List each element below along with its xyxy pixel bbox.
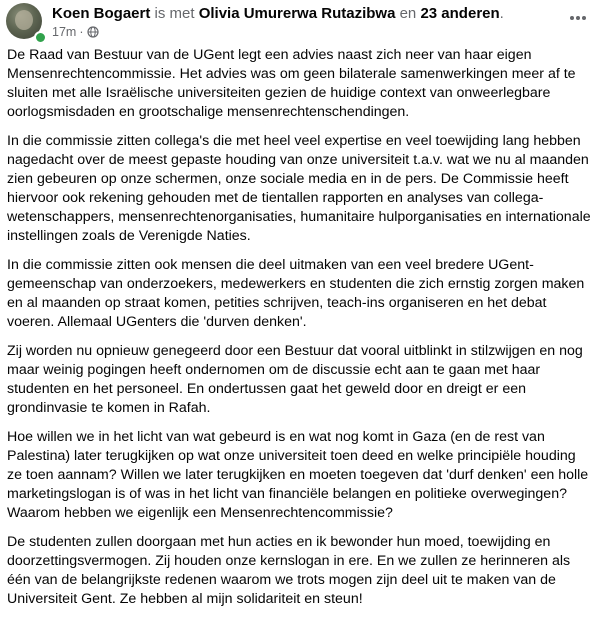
post-body	[7, 46, 593, 619]
post-timestamp[interactable]: 17m	[52, 25, 77, 39]
post-paragraph: In die commissie zitten ook mensen die deel uitmaken van een veel bredere UGent-gemeenschap van onderzoekers, medewerkers en studenten die zich ernstig zorgen maken en al maanden op straat komen, petities schrijven, teach-ins organiseren en het debat voeren. Allemaal UGenters die 'durven denken'.	[7, 257, 585, 330]
with-text: is met	[150, 5, 199, 22]
post-paragraph: De Raad van Bestuur van de UGent legt een advies naast zich neer van haar eigen Mensenrechtencommissie. Het advies was om geen bilaterale samenwerkingen meer af te sluiten met alle Israëlische universiteiten gezien de huidige context van onweerlegbare oorlogsmisdaden en grootschalige mensenrechtenschendingen.	[7, 47, 576, 120]
post-paragraph: Hoe willen we in het licht van wat gebeurd is en wat nog komt in Gaza (en de rest van Palestina) later terugkijken op wat onze universiteit toen deed en welke principiële houding ze toen aannam? Willen we later terugkijken en moeten toegeven dat 'durf denken' een holle marketingslogan is of was in het licht van financiële belangen en politieke overwegingen? Waarom hebben we eigenlijk een Mensenrechtencommissie?	[7, 429, 589, 521]
tagged-others[interactable]: 23 anderen	[420, 5, 500, 22]
online-status-dot	[34, 31, 47, 44]
period-text: .	[499, 5, 504, 22]
meta-separator: ·	[79, 25, 84, 39]
author-name[interactable]: Koen Bogaert	[52, 5, 151, 22]
post-paragraph: In die commissie zitten collega's die met heel veel expertise en veel toewijding lang hebben nagedacht over de meest gepaste houding van onze universiteit t.a.v. wat we nu al maanden zien gebeuren op onze schermen, onze sociale media en in de pers. De Commissie heeft hiervoor ook rekening gehouden met de tientallen rapporten en analyses van collega-wetenschappers, mensenrechtenorganisaties, humanitaire hulporganisaties en internationale instellingen zoals de Verenigde Naties.	[7, 133, 591, 244]
post-author-line	[52, 5, 504, 23]
tagged-person[interactable]: Olivia Umurerwa Rutazibwa	[198, 5, 396, 22]
more-options-button[interactable]	[564, 3, 592, 31]
post-meta	[52, 25, 99, 42]
post-paragraph: Zij worden nu opnieuw genegeerd door een Bestuur dat vooral uitblinkt in stilzwijgen en nog maar weinig pogingen heeft ondernomen om de discussie echt aan te gaan met haar studenten en het personeel. En ondertussen gaat het geweld door en dreigt er een grondinvasie te komen in Rafah.	[7, 343, 583, 416]
globe-icon	[87, 26, 99, 42]
post-paragraph: De studenten zullen doorgaan met hun acties en ik bewonder hun moed, toewijding en doorzettingsvermogen. Zij houden onze kernslogan in ere. En we zullen ze herinneren als één van de belangrijkste redenen waarom we trots mogen zijn deel uit te maken van de Universiteit Gent. Ze hebben al mijn solidariteit en steun!	[7, 534, 571, 607]
post-header	[6, 3, 592, 43]
more-horizontal-icon	[569, 8, 587, 26]
and-text: en	[395, 5, 421, 22]
